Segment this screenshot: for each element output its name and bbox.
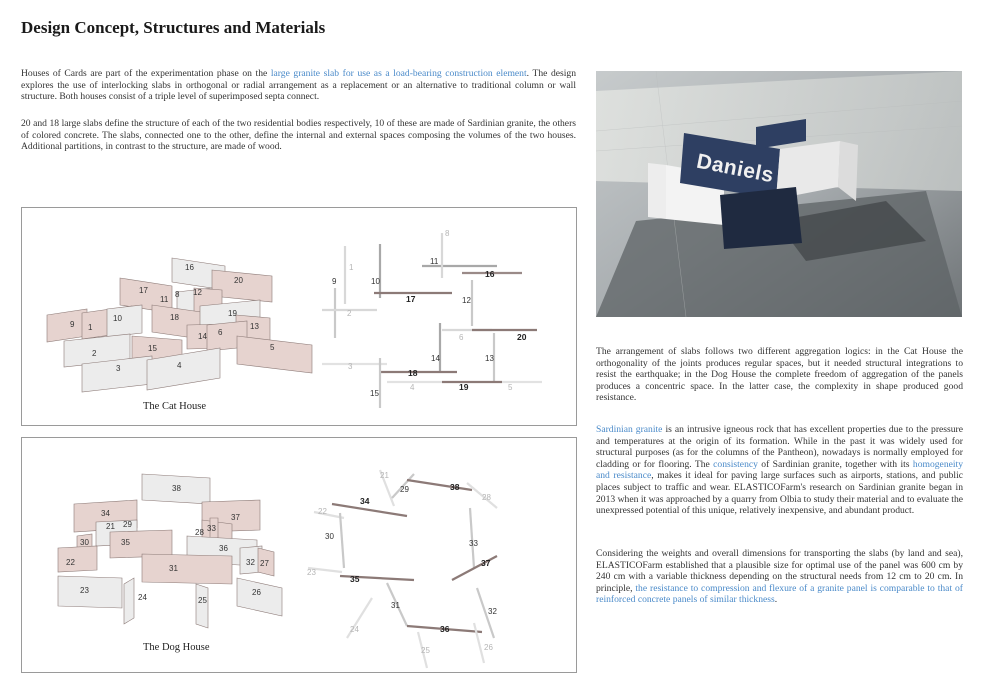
plan-label-13: 13 [485,354,494,363]
axo-label-19: 19 [228,309,237,318]
plan-label-6: 6 [459,333,464,342]
body-text-4a: is an intrusive igneous rock that has excellent properties due to the pressure and temperatures at the origin of its formation. While in the past it was widely used for structural purposes (as for the columns of the Pantheon), nowadays is normally employed for cladding or for flooring. The [596,424,963,470]
axo-label-14: 14 [198,332,207,341]
plan-label-20: 20 [517,332,527,342]
dog-plan-label-35: 35 [350,574,360,584]
body-text-4c: , makes it ideal for paving large surfaces such as airports, stations, and public places subject to traffic and wear. ELASTICOFarm's research on Sardinian granite began in 2013 when it was approached by a quarry from Olbia to study their material and to evaluate the unexpressed potential of this unique, relatively inexpensive, and abundant product. [596,470,963,517]
body-text-4b: of Sardinian granite, together with its [757,458,913,470]
axo-label-17: 17 [139,286,148,295]
page-title: Design Concept, Structures and Materials [21,18,326,37]
dog-axo-label-21: 21 [106,522,115,531]
dog-plan-label-33: 33 [469,539,478,548]
dog-house-figure [21,437,577,673]
plan-slab-26 [474,623,484,663]
plan-label-1: 1 [349,263,354,272]
dog-house-caption: The Dog House [143,642,210,653]
axo-label-10: 10 [113,314,122,323]
plan-label-8: 8 [445,229,450,238]
plan-slab-33 [470,508,474,568]
plan-label-9: 9 [332,277,337,286]
dog-plan-label-38: 38 [450,482,460,492]
dog-plan-label-30: 30 [325,532,334,541]
axo-label-12: 12 [193,288,202,297]
plan-label-18: 18 [408,368,418,378]
dog-axo-label-28: 28 [195,528,204,537]
dog-axo-label-37: 37 [231,513,240,522]
plan-slab-34 [332,504,407,516]
daniels-logo-text: Daniels [694,149,776,188]
card-shadow-face [720,187,802,249]
plan-label-12: 12 [462,296,471,305]
intro-text-a: Houses of Cards are part of the experimentation phase on the [21,68,271,79]
axo-label-5: 5 [270,343,275,352]
axo-label-4: 4 [177,361,182,370]
plan-label-15: 15 [370,389,379,398]
dog-plan-label-34: 34 [360,496,370,506]
dog-plan-label-23: 23 [307,568,316,577]
axo-label-11: 11 [160,295,169,304]
dog-axo-label-38: 38 [172,484,181,493]
dog-axo-label-25: 25 [198,596,207,605]
dog-plan-label-22: 22 [318,507,327,516]
plan-label-10: 10 [371,277,380,286]
card-left [648,163,666,219]
axo-label-8: 8 [175,290,180,299]
plan-label-2: 2 [347,309,352,318]
dog-axo-label-23: 23 [80,586,89,595]
dog-axo-label-27: 27 [260,559,269,568]
plan-slab-30 [340,513,344,568]
dog-axo-label-29: 29 [123,520,132,529]
dog-plan-label-36: 36 [440,624,450,634]
body-paragraph-3 [596,548,963,606]
cat-house-figure [21,207,577,426]
dog-plan-label-28: 28 [482,493,491,502]
dog-plan-label-31: 31 [391,601,400,610]
body-paragraph-1: The arrangement of slabs follows two different aggregation logics: in the Cat House the orthogonality of the joints produces regular spaces, but it needed structural integrations to resist the earthquake; in the Dog House the complete freedom of aggregation of the panels produces a concentric space. In the latter case, the complexity in shape produced good resistance. [596,346,963,404]
dog-axo-label-36: 36 [219,544,228,553]
plan-slab-38 [407,480,472,490]
plan-label-17: 17 [406,294,416,304]
intro-paragraph-1 [21,68,576,103]
axo-label-18: 18 [170,313,179,322]
dog-axo-label-32: 32 [246,558,255,567]
dog-axo-label-24: 24 [138,593,147,602]
axo-label-20: 20 [234,276,243,285]
model-photo [596,71,962,317]
dog-axo-label-26: 26 [252,588,261,597]
axo-label-2: 2 [92,349,97,358]
intro-paragraph-2: 20 and 18 large slabs define the structure of each of the two residential bodies respectively, 10 of these are made of Sardinian granite, the others of colored concrete. The slabs, connected one to the other, define the internal and external spaces composing the volumes of the two houses. Additional partitions, in contrast to the structure, are made of wood. [21,118,576,153]
plan-label-3: 3 [348,362,353,371]
dog-plan-label-25: 25 [421,646,430,655]
body-text-5a: Considering the weights and overall dimensions for transporting the slabs (by land and sea), ELASTICOFarm established that a plausible size for optimal use of the panel was 600 cm by 240 cm with a variable thickness depending on the structural needs from 12 cm to 20 cm. In principle, [596,548,963,594]
model-photo-scene [596,71,962,317]
dog-axo-label-31: 31 [169,564,178,573]
plan-label-11: 11 [430,257,439,266]
plan-label-16: 16 [485,269,495,279]
plan-label-4: 4 [410,383,415,392]
dog-plan-label-37: 37 [481,558,491,568]
axo-label-6: 6 [218,328,223,337]
axo-label-16: 16 [185,263,194,272]
axo-label-9: 9 [70,320,75,329]
plan-label-5: 5 [508,383,513,392]
resistance-link[interactable]: the resistance to compression and flexure of a granite panel is comparable to that of reinforced concrete panels of similar thickness [596,582,963,606]
granite-slab-link[interactable]: large granite slab for use as a load-bearing construction element [270,68,527,79]
dog-axo-label-34: 34 [101,509,110,518]
intro-text-b: . The design explores the use of interlocking slabs in orthogonal or radial arrangement as a replacement or an alternative to traditional column or wall structure. Both houses consist of a triple level of superimposed septa connect. [21,68,577,103]
axo-label-13: 13 [250,322,259,331]
sardinian-granite-link[interactable]: Sardinian granite [596,424,663,435]
homogeneity-link[interactable]: homogeneity and resistance [596,458,963,482]
axo-label-3: 3 [116,364,121,373]
body-paragraph-2 [596,424,963,517]
body-text-5b: . [774,594,778,606]
dog-axo-label-33: 33 [207,524,216,533]
dog-plan-label-26: 26 [484,643,493,652]
dog-plan-label-32: 32 [488,607,497,616]
dog-plan-label-29: 29 [400,485,409,494]
dog-axo-label-22: 22 [66,558,75,567]
cat-house-caption: The Cat House [143,401,206,412]
plan-label-19: 19 [459,382,469,392]
axo-label-1: 1 [88,323,93,332]
cat-house-plan [22,208,577,426]
axo-label-15: 15 [148,344,157,353]
dog-axo-label-30: 30 [80,538,89,547]
plan-label-14: 14 [431,354,440,363]
dog-plan-label-21: 21 [380,471,389,480]
dog-plan-label-24: 24 [350,625,359,634]
dog-house-plan [22,438,577,673]
dog-axo-label-35: 35 [121,538,130,547]
consistency-link[interactable]: consistency [713,458,758,470]
